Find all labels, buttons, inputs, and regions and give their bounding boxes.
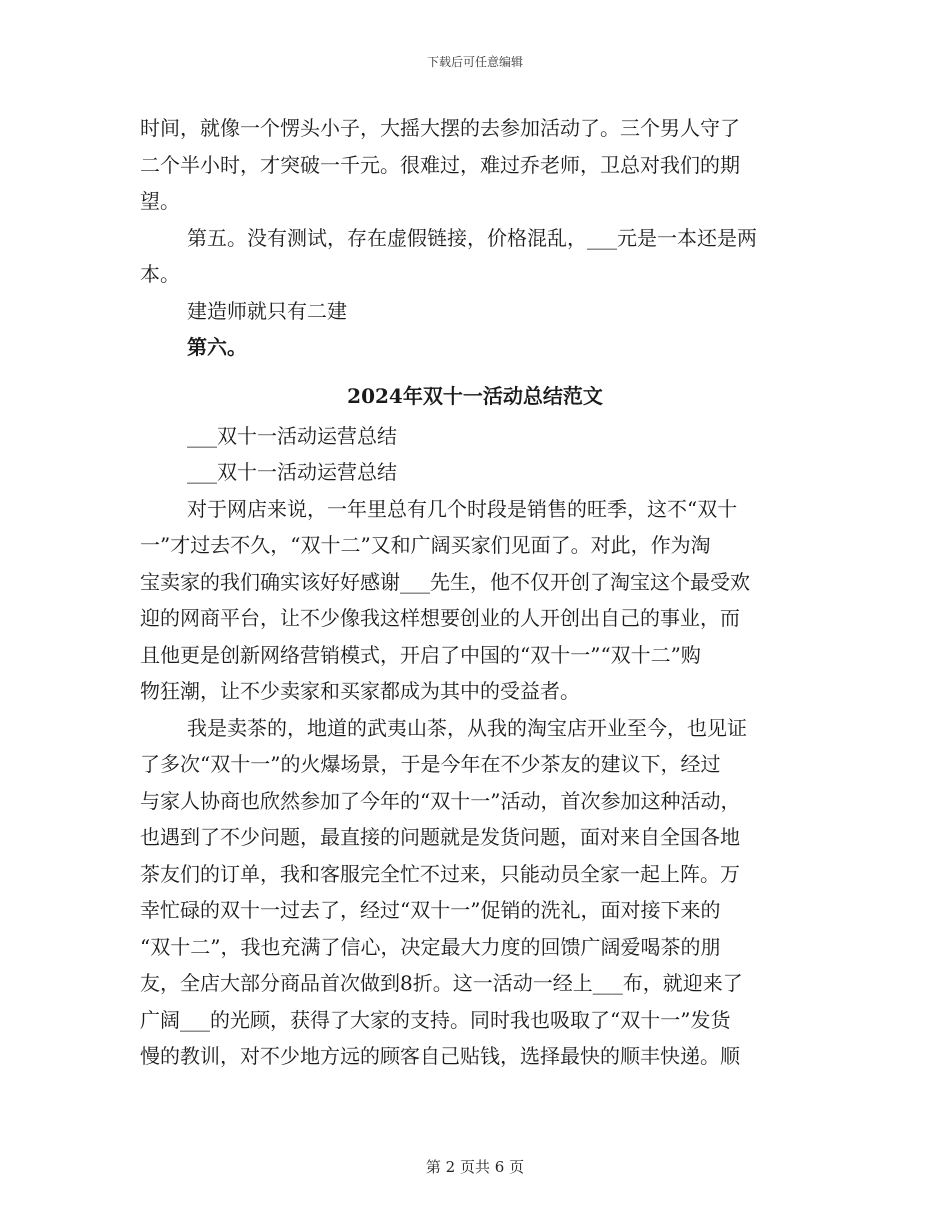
- subheading-line: ___双十一活动运营总结: [187, 460, 397, 484]
- paragraph-line: 望。: [140, 189, 180, 213]
- paragraph-line: 友，全店大部分商品首次做到8折。这一活动一经上___布，就迎来了: [140, 971, 743, 995]
- section-heading: 第六。: [187, 335, 247, 359]
- paragraph-line: 且他更是创新网络营销模式，开启了中国的“双十一”“双十二”购: [140, 642, 701, 667]
- page-header: 下载后可任意编辑: [426, 55, 523, 69]
- paragraph-line: 本。: [140, 262, 180, 286]
- paragraph-line: 时间，就像一个愣头小子，大摇大摆的去参加活动了。三个男人守了: [140, 116, 740, 140]
- paragraph-line: 与家人协商也欣然参加了今年的“双十一”活动，首次参加这种活动，: [140, 788, 741, 813]
- paragraph-line: 了多次“双十一”的火爆场景，于是今年在不少茶友的建议下，经过: [140, 752, 721, 776]
- paragraph-line: 第五。没有测试，存在虚假链接，价格混乱，___元是一本还是两: [187, 225, 757, 250]
- document-body: [140, 110, 810, 1075]
- paragraph-line: 物狂潮，让不少卖家和买家都成为其中的受益者。: [140, 679, 580, 703]
- paragraph-line: 慢的教训，对不少地方远的顾客自己贴钱，选择最快的顺丰快递。顺: [140, 1044, 740, 1068]
- paragraph-line: 幸忙碌的双十一过去了，经过“双十一”促销的洗礼，面对接下来的: [140, 898, 721, 922]
- paragraph-line: 对于网店来说，一年里总有几个时段是销售的旺季，这不“双十: [187, 496, 738, 521]
- paragraph-line: 我是卖茶的，地道的武夷山茶，从我的淘宝店开业至今，也见证: [187, 715, 747, 740]
- page-number-footer: 第 2 页共 6 页: [425, 1158, 525, 1176]
- paragraph-line: 二个半小时，才突破一千元。很难过，难过乔老师，卫总对我们的期: [140, 152, 740, 177]
- paragraph-line: 茶友们的订单，我和客服完全忙不过来，只能动员全家一起上阵。万: [140, 861, 740, 886]
- paragraph-line: 宝卖家的我们确实该好好感谢___先生，他不仅开创了淘宝这个最受欢: [140, 569, 750, 594]
- paragraph-line: “双十二”，我也充满了信心，决定最大力度的回馈广阔爱喝茶的朋: [140, 934, 721, 959]
- subheading-line: ___双十一活动运营总结: [187, 423, 397, 448]
- paragraph-line: 广阔___的光顾，获得了大家的支持。同时我也吸取了“双十一”发货: [140, 1007, 731, 1032]
- document-title: 2024年双十一活动总结范文: [347, 383, 603, 408]
- paragraph-line: 一”才过去不久，“双十二”又和广阔买家们见面了。对此，作为淘: [140, 533, 711, 557]
- paragraph-line: 迎的网商平台，让不少像我这样想要创业的人开创出自己的事业，而: [140, 606, 740, 630]
- paragraph-line: 也遇到了不少问题，最直接的问题就是发货问题，面对来自全国各地: [140, 825, 740, 849]
- paragraph-line: 建造师就只有二建: [187, 298, 347, 323]
